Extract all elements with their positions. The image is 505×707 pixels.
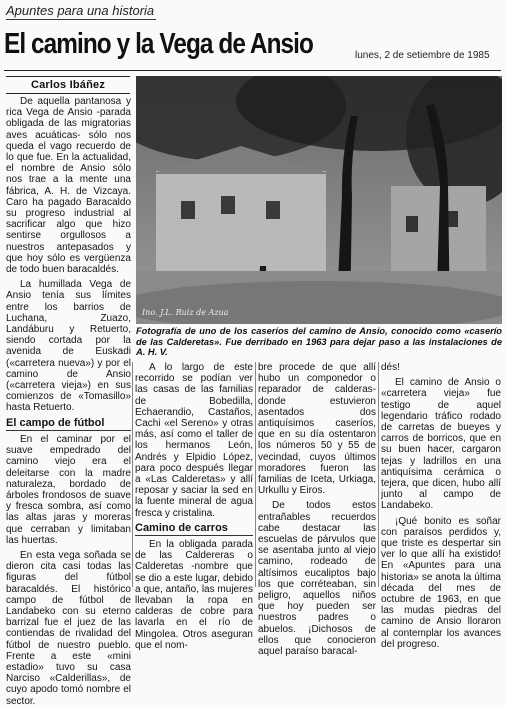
paragraph: La humillada Vega de Ansio tenía sus límites entre los barrios de Luchana, Zuazo, Landáburu y Retuerto, siendo cortada por la avenida de Euskadi («carretera nueva») y por el camino de Ansio («carretera vieja») en sus comienzos de «Tomasillo» hasta Retuerto.	[6, 279, 131, 414]
paragraph: bre procede de que allí hubo un componedor o reparador de calderas- donde estuvieron asentados dos antiquísimos caseríos, que en su día ostentaron los números 50 y 55 de vecindad, cuyos últimos moradores fueron las familias de Iceta, Urkiaga, Urkullu y Eiros.	[258, 362, 376, 497]
paragraph: En el caminar por el suave empedrado del camino viejo era el deleitarse con la madre naturaleza, bordado de árboles frondosos de suave y fresca sombra, así como las altas jaras y moreras que cerraban y limitaban las huertas.	[6, 433, 131, 546]
publication-date: lunes, 2 de setiembre de 1985	[355, 50, 490, 61]
byline-box	[6, 76, 130, 94]
article-column-1	[6, 96, 131, 707]
photo-caption: Fotografía de uno de los caseríos del camino de Ansio, conocido como «caserío de las Calderetas». Fue derribado en 1963 para dejar paso a las instalaciones de A. H. V.	[136, 326, 502, 357]
paragraph: De todos estos entrañables recuerdos cabe destacar las escuelas de párvulos que se asentaba junto al viejo camino, rodeado de altísimos eucaliptos bajo los que corréteaban, sin peligro, aquellos niños que hoy pueden ser nuestros padres o abuelos. ¡Dichosos de ellos que conocieron aquel paraíso baracal-	[258, 500, 376, 658]
article-column-3	[258, 362, 376, 657]
column-divider	[255, 362, 256, 587]
paragraph: A lo largo de este recorrido se podían ver las casas de las familias de Bobedilla, Echaerandio, Castaños, Cachi «el Sereno» y otras más, así como el taller de los hermanos León, Andrés y Elpidio López, para poco después llegar a «Las Calderetas» y allí reposar y saciar la sed en la fuente mineral de agua fresca y cristalina.	[135, 362, 253, 519]
article-column-2	[135, 362, 253, 651]
column-divider	[132, 362, 133, 587]
article-photo	[136, 76, 502, 324]
subheading-camino-de-carros: Camino de carros	[135, 523, 253, 536]
photo-image	[136, 76, 502, 324]
photographer-signature: Ino. J.L. Ruiz de Azua	[142, 308, 229, 317]
paragraph: En esta vega soñada se dieron cita casi todas las figuras del fútbol baracaldés. El histórico campo de fútbol de Landabeko con su eterno barrizal fue el juez de las contiendas de rivalidad del fútbol de nuestro pueblo. Frente a este «mini estadio» tuvo su casa Narciso «Calderillas», de cuyo apodo tomó nombre el sector.	[6, 549, 131, 707]
column-divider	[378, 362, 379, 587]
paragraph: De aquella pantanosa y rica Vega de Ansio -parada obligada de las migratorias aves acuáticas- sólo nos queda el vago recuerdo de lo que fue. En la actualidad, el nombre de Ansio sólo nos trae a la mente una fábrica, A. H. de Vizcaya. Caro ha pagado Baracaldo su progreso industrial al sacrificar algo que hizo sentirse orgullosos a nuestros antepasados y que hoy sólo es vergüenza de todo buen baracaldés.	[6, 96, 131, 276]
paragraph: ¡Qué bonito es soñar con paraísos perdidos y, que triste es despertar sin ver lo que allí ha existido! En «Apuntes para una historia» se anota la última década del mes de octubre de 1963, en que las mudas piedras del camino de Ansio lloraron al contemplar los avances del progreso.	[381, 515, 501, 650]
header-rule	[4, 70, 501, 71]
article-headline: El camino y la Vega de Ansio	[4, 28, 313, 60]
byline-rule-bottom	[6, 93, 130, 94]
paragraph: En la obligada parada de las Caldereras o Calderetas -nombre que se dio a este lugar, debido a que, antaño, las mujeres llevaban la ropa en calderas de cobre para lavarla en el río de Mingolea. Otros aseguran que el nom-	[135, 539, 253, 651]
subheading-campo-de-futbol: El campo de fútbol	[6, 418, 131, 431]
paragraph: dés!	[381, 362, 400, 373]
section-kicker: Apuntes para una historia	[6, 3, 155, 18]
article-column-4	[381, 362, 501, 650]
byline-rule-top	[6, 76, 130, 77]
paragraph: El camino de Ansio o «carretera vieja» fue testigo de aquel legendario tráfico rodado de carretas de bueyes y carros de borricos, que en su buen hacer, cargaron tejas y ladrillos en una antiquísima cerámica o tejera, que dicen, hubo allí junto al campo de Landabeko.	[381, 377, 501, 512]
author-byline: Carlos Ibáñez	[30, 79, 106, 91]
